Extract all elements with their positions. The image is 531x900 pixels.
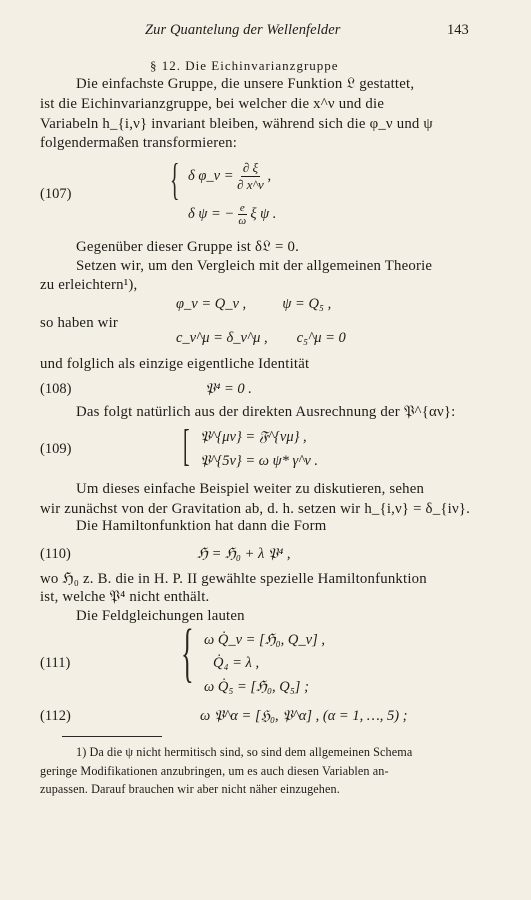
brace-symbol: [ <box>183 421 190 470</box>
paragraph-line: so haben wir <box>40 315 119 331</box>
paragraph-line: Um dieses einfache Beispiel weiter zu diskutieren, sehen <box>76 481 425 497</box>
paragraph-line: Die Hamiltonfunktion hat dann die Form <box>76 518 327 534</box>
paragraph-line: Die Feldgleichungen lauten <box>76 608 245 624</box>
equation-number: (107) <box>40 186 72 202</box>
equation-107a <box>188 160 271 193</box>
fraction <box>238 202 247 227</box>
section-title: § 12. Die Eichinvarianzgruppe <box>150 58 339 73</box>
footnote-rule <box>62 736 162 737</box>
equation-number: (108) <box>40 381 72 397</box>
paragraph-line: ist, welche 𝔓⁴ nicht enthält. <box>40 589 210 605</box>
paragraph-line: Das folgt natürlich aus der direkten Ausrechnung der 𝔓^{αν}: <box>76 404 456 420</box>
footnote-line: 1) Da die ψ nicht hermitisch sind, so sind dem allgemeinen Schema <box>76 745 413 759</box>
equation-107b <box>188 202 276 227</box>
paragraph-line: zu erleichtern¹), <box>40 277 138 293</box>
equation-part: δ φ_ν = <box>188 167 234 184</box>
equation-number: (111) <box>40 655 71 671</box>
fraction-numerator: ∂ ξ <box>242 160 259 175</box>
equation-111b: Q̇₄ = λ , <box>213 655 260 671</box>
fraction-numerator: e <box>239 202 245 214</box>
fraction-denominator: ∂ x^ν <box>237 177 264 192</box>
equation-so: c_ν^μ = δ_ν^μ , c₅^μ = 0 <box>176 330 346 346</box>
paragraph-line: wir zunächst von der Gravitation ab, d. h. setzen wir h_{i,ν} = δ_{iν}. <box>40 501 471 517</box>
equation-number: (112) <box>40 708 71 724</box>
equation-110: ℌ = ℌ₀ + λ 𝔓⁴ , <box>197 546 291 562</box>
paragraph-line: und folglich als einzige eigentliche Identität <box>40 356 310 372</box>
footnote-line: zupassen. Darauf brauchen wir aber nicht näher einzugehen. <box>40 782 340 796</box>
paragraph-line: Setzen wir, um den Vergleich mit der allgemeinen Theorie <box>76 258 433 274</box>
fraction-denominator: ω <box>238 215 247 227</box>
brace-symbol: { <box>170 155 180 204</box>
equation-111a: ω Q̇_ν = [ℌ₀, Q_ν] , <box>204 632 325 648</box>
equation-setzen: φ_ν = Q_ν , ψ = Q₅ , <box>176 296 332 312</box>
paragraph-line: Gegenüber dieser Gruppe ist δ𝔏 = 0. <box>76 239 299 255</box>
equation-part: δ ψ = − <box>188 205 235 222</box>
running-head: Zur Quantelung der Wellenfelder <box>145 22 341 38</box>
page-number: 143 <box>447 22 469 38</box>
brace-symbol: { <box>181 616 194 689</box>
footnote-line: geringe Modifikationen anzubringen, um es auch diesen Variablen an- <box>40 764 389 778</box>
equation-111c: ω Q̇₅ = [ℌ₀, Q₅] ; <box>204 679 309 695</box>
equation-112: ω 𝔓̇^α = [ℌ₀, 𝔓^α] , (α = 1, …, 5) ; <box>200 708 408 724</box>
paragraph-line: ist die Eichinvarianzgruppe, bei welcher die x^ν und die <box>40 96 385 112</box>
paragraph-line: folgendermaßen transformieren: <box>40 135 238 151</box>
paragraph-line: Variabeln h_{i,ν} invariant bleiben, während sich die φ_ν und ψ <box>40 116 433 132</box>
equation-part: ξ ψ . <box>250 205 277 222</box>
equation-109a: 𝔓^{μν} = 𝔉^{νμ} , <box>200 429 307 445</box>
equation-part: , <box>267 167 272 184</box>
equation-number: (109) <box>40 441 72 457</box>
paragraph-line: wo ℌ₀ z. B. die in H. P. II gewählte spezielle Hamiltonfunktion <box>40 571 427 587</box>
equation-109b: 𝔓^{5ν} = ω ψ* γ^ν . <box>200 453 319 469</box>
fraction <box>237 160 264 193</box>
equation-108: 𝔓⁴ = 0 . <box>205 381 252 397</box>
paragraph-line: Die einfachste Gruppe, die unsere Funktion 𝔏 gestattet, <box>76 76 415 92</box>
equation-number: (110) <box>40 546 71 562</box>
